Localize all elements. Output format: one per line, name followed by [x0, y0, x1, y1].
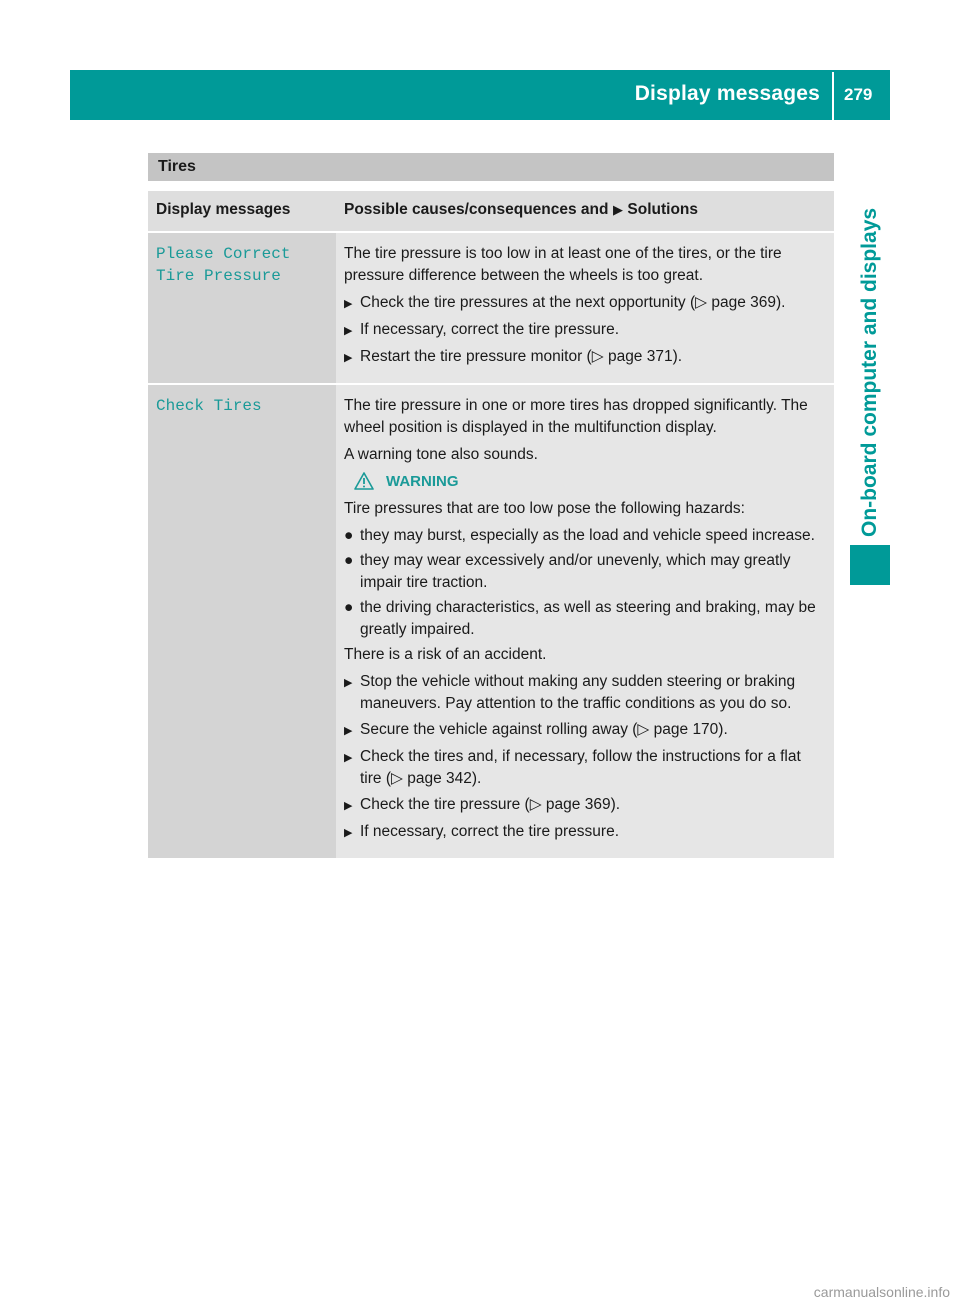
solution-cell: [336, 233, 834, 383]
header-causes: Possible causes/consequences and: [344, 201, 609, 218]
solution-step: ▶ If necessary, correct the tire pressure.: [344, 319, 826, 342]
step-arrow-icon: ▶: [344, 800, 353, 812]
solution-step: ▶ Check the tire pressures at the next opportunity (▷ page 369).: [344, 292, 826, 315]
section-title: Display messages: [634, 82, 820, 105]
table-title: Tires: [148, 153, 834, 181]
solution-step: ▶ Check the tire pressure (▷ page 369).: [344, 794, 826, 817]
step-arrow-icon: ▶: [344, 298, 353, 310]
hazard-item: ● they may wear excessively and/or unevenly, which may greatly impair tire traction.: [344, 550, 826, 594]
solutions-arrow-icon: ▶: [612, 202, 623, 217]
step-arrow-icon: ▶: [344, 325, 353, 337]
cause-text: The tire pressure in one or more tires has dropped significantly. The wheel position is displayed in the multifunction display.: [344, 397, 808, 436]
message-cell: [148, 385, 336, 858]
bullet-icon: ●: [344, 552, 354, 569]
risk-text: There is a risk of an accident.: [344, 646, 547, 663]
bullet-icon: ●: [344, 599, 354, 616]
solution-step: ▶ Stop the vehicle without making any sudden steering or braking maneuvers. Pay attention to the traffic conditions as you do so.: [344, 671, 826, 715]
warning-label: WARNING: [386, 472, 459, 490]
display-message-please-correct: Please Correct Tire Pressure: [156, 245, 291, 285]
chapter-tab-block: [850, 545, 890, 585]
bullet-icon: ●: [344, 527, 354, 544]
step-arrow-icon: ▶: [344, 725, 353, 737]
warning-intro: Tire pressures that are too low pose the following hazards:: [344, 500, 745, 517]
step-arrow-icon: ▶: [344, 752, 353, 764]
table-row: [148, 231, 834, 383]
footer-watermark: carmanualsonline.info: [813, 1284, 950, 1300]
header-cell-right: [336, 191, 834, 231]
solution-step: ▶ Check the tires and, if necessary, follow the instructions for a flat tire (▷ page 342).: [344, 746, 826, 790]
cause-text: The tire pressure is too low in at least one of the tires, or the tire pressure difference between the wheels is too great.: [344, 245, 782, 284]
warning-heading: [354, 472, 826, 490]
header-divider: [832, 72, 834, 121]
table-row: [148, 383, 834, 858]
tires-table: [148, 153, 834, 858]
step-arrow-icon: ▶: [344, 827, 353, 839]
display-message-check-tires: Check Tires: [156, 397, 262, 415]
message-cell: [148, 233, 336, 383]
hazard-item: ● the driving characteristics, as well as steering and braking, may be greatly impaired.: [344, 597, 826, 641]
solution-step: ▶ Restart the tire pressure monitor (▷ page 371).: [344, 346, 826, 369]
solution-cell: [336, 385, 834, 858]
header-cell-left: [148, 191, 336, 231]
cause-text: A warning tone also sounds.: [344, 446, 538, 463]
solution-step: ▶ Secure the vehicle against rolling away (▷ page 170).: [344, 719, 826, 742]
hazard-item: ● they may burst, especially as the load and vehicle speed increase.: [344, 525, 826, 547]
chapter-side-label: On-board computer and displays: [858, 207, 881, 537]
step-arrow-icon: ▶: [344, 352, 353, 364]
header-bar: [70, 70, 890, 121]
header-solutions: Solutions: [627, 201, 698, 218]
page-number: 279: [844, 85, 873, 104]
table-header-row: [148, 189, 834, 231]
solution-step: ▶ If necessary, correct the tire pressure.: [344, 821, 826, 844]
warning-triangle-icon: [354, 472, 374, 490]
header-display-messages: Display messages: [156, 201, 291, 218]
step-arrow-icon: ▶: [344, 677, 353, 689]
